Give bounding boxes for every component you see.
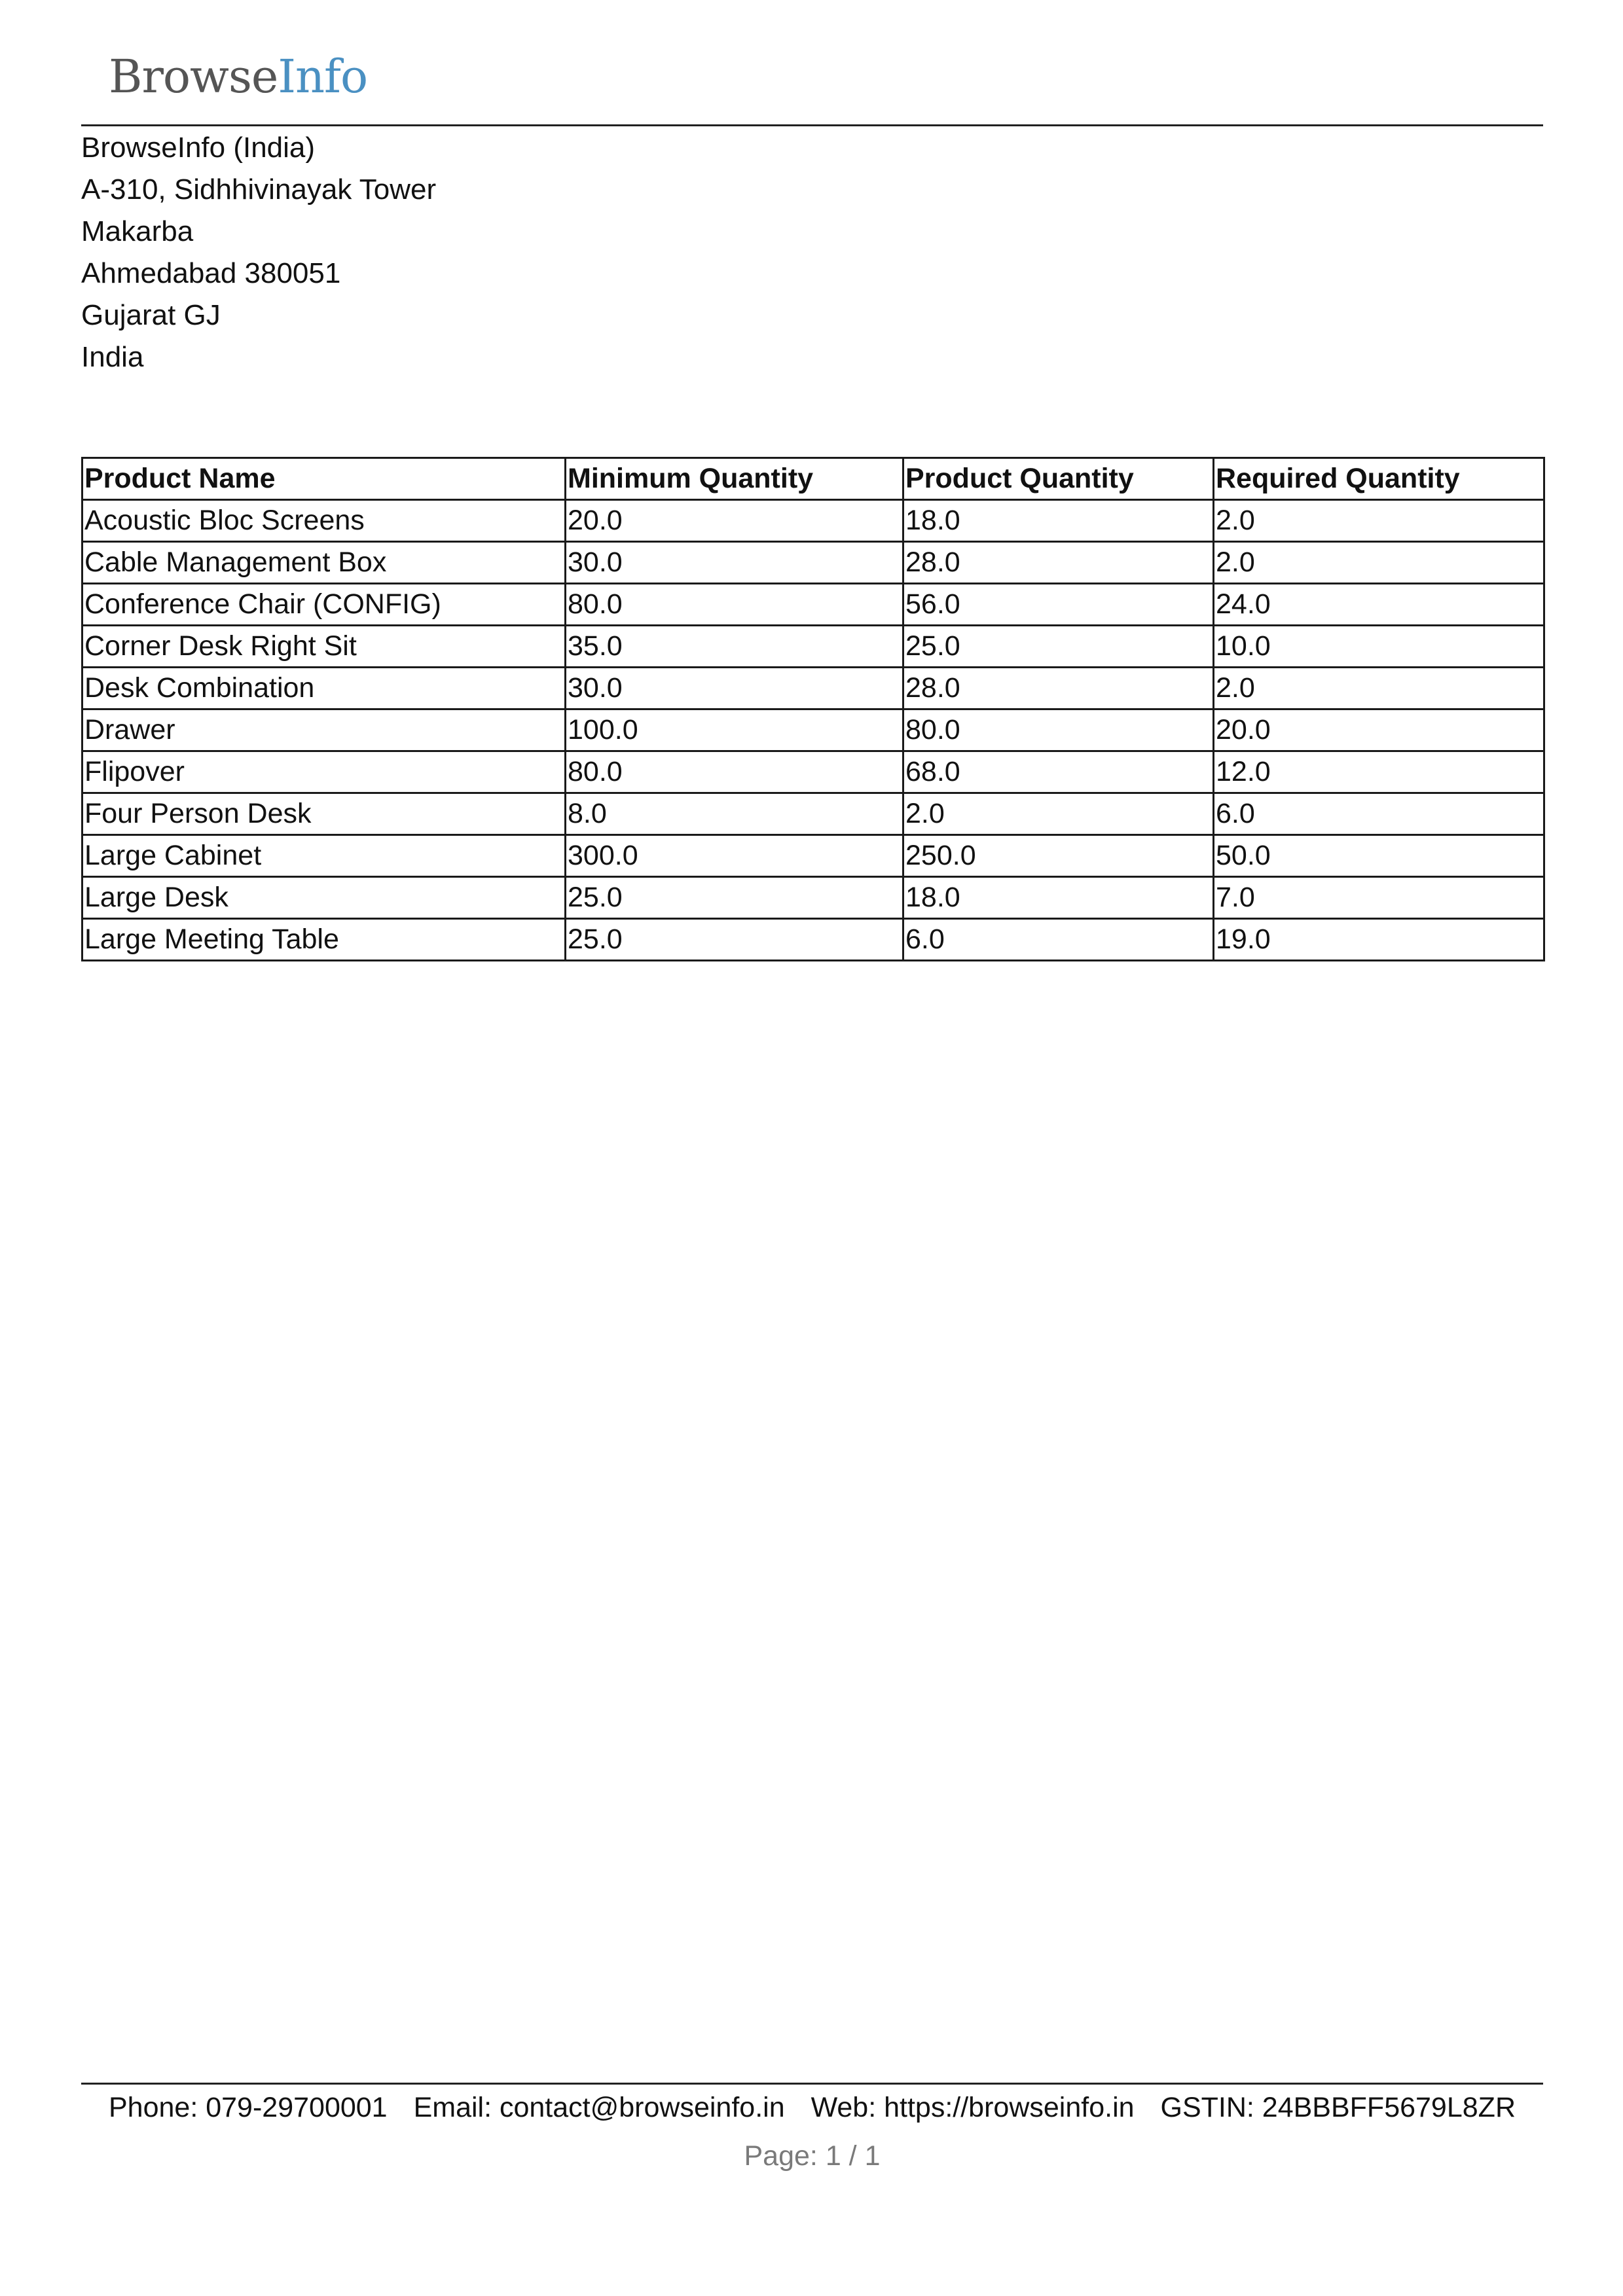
address-line: India [81,341,144,373]
table-row [82,584,1544,626]
footer-phone: Phone: 079-29700001 [108,2092,388,2123]
product-quantity-cell: 250.0 [903,835,1214,877]
required-quantity-cell: 50.0 [1214,835,1544,877]
product-name-cell: Corner Desk Right Sit [82,626,566,668]
logo-text-info: Info [278,50,368,103]
required-quantity-cell: 10.0 [1214,626,1544,668]
required-quantity-cell: 6.0 [1214,793,1544,835]
column-header-product-name: Product Name [82,458,566,500]
company-name: BrowseInfo (India) [81,132,316,164]
required-quantity-cell: 2.0 [1214,500,1544,542]
header-divider [81,124,1543,126]
minimum-quantity-cell: 80.0 [566,584,903,626]
required-quantity-cell: 2.0 [1214,542,1544,584]
product-name-cell: Acoustic Bloc Screens [82,500,566,542]
minimum-quantity-cell: 30.0 [566,668,903,709]
product-quantity-cell: 28.0 [903,668,1214,709]
product-name-cell: Desk Combination [82,668,566,709]
table-row [82,626,1544,668]
table-row [82,877,1544,919]
address-line: Gujarat GJ [81,299,221,331]
company-logo [109,47,367,106]
required-quantity-cell: 20.0 [1214,709,1544,751]
footer-gstin: GSTIN: 24BBBFF5679L8ZR [1160,2092,1516,2123]
product-name-cell: Cable Management Box [82,542,566,584]
product-quantity-cell: 25.0 [903,626,1214,668]
minimum-quantity-cell: 20.0 [566,500,903,542]
page-number: Page: 1 / 1 [744,2140,881,2172]
table-row [82,500,1544,542]
product-name-cell: Large Meeting Table [82,919,566,961]
table-row [82,919,1544,961]
table-row [82,835,1544,877]
minimum-quantity-cell: 100.0 [566,709,903,751]
product-quantity-cell: 56.0 [903,584,1214,626]
product-name-cell: Four Person Desk [82,793,566,835]
company-address [81,127,436,378]
column-header-required-quantity: Required Quantity [1214,458,1544,500]
table-row [82,542,1544,584]
address-line: A-310, Sidhhivinayak Tower [81,173,437,206]
table-body [82,500,1544,961]
product-name-cell: Large Desk [82,877,566,919]
footer-email: Email: contact@browseinfo.in [413,2092,785,2123]
minimum-quantity-cell: 8.0 [566,793,903,835]
footer-contact-line [81,2087,1543,2128]
product-quantity-cell: 68.0 [903,751,1214,793]
table-row [82,709,1544,751]
minimum-quantity-cell: 300.0 [566,835,903,877]
minimum-quantity-cell: 35.0 [566,626,903,668]
required-quantity-cell: 12.0 [1214,751,1544,793]
product-quantity-table [81,457,1545,961]
product-name-cell: Drawer [82,709,566,751]
product-quantity-cell: 80.0 [903,709,1214,751]
required-quantity-cell: 2.0 [1214,668,1544,709]
product-quantity-cell: 2.0 [903,793,1214,835]
minimum-quantity-cell: 25.0 [566,877,903,919]
product-quantity-cell: 6.0 [903,919,1214,961]
product-name-cell: Large Cabinet [82,835,566,877]
minimum-quantity-cell: 30.0 [566,542,903,584]
product-quantity-cell: 18.0 [903,500,1214,542]
table-row [82,793,1544,835]
footer-divider [81,2083,1543,2085]
product-quantity-cell: 18.0 [903,877,1214,919]
required-quantity-cell: 7.0 [1214,877,1544,919]
column-header-product-quantity: Product Quantity [903,458,1214,500]
logo-text-browse: Browse [109,50,278,103]
table-row [82,751,1544,793]
address-line: Makarba [81,215,194,247]
required-quantity-cell: 19.0 [1214,919,1544,961]
required-quantity-cell: 24.0 [1214,584,1544,626]
footer-web: Web: https://browseinfo.in [811,2092,1135,2123]
table-row [82,668,1544,709]
minimum-quantity-cell: 80.0 [566,751,903,793]
product-name-cell: Conference Chair (CONFIG) [82,584,566,626]
column-header-minimum-quantity: Minimum Quantity [566,458,903,500]
table-header-row [82,458,1544,500]
minimum-quantity-cell: 25.0 [566,919,903,961]
address-line: Ahmedabad 380051 [81,257,341,289]
product-name-cell: Flipover [82,751,566,793]
product-quantity-cell: 28.0 [903,542,1214,584]
